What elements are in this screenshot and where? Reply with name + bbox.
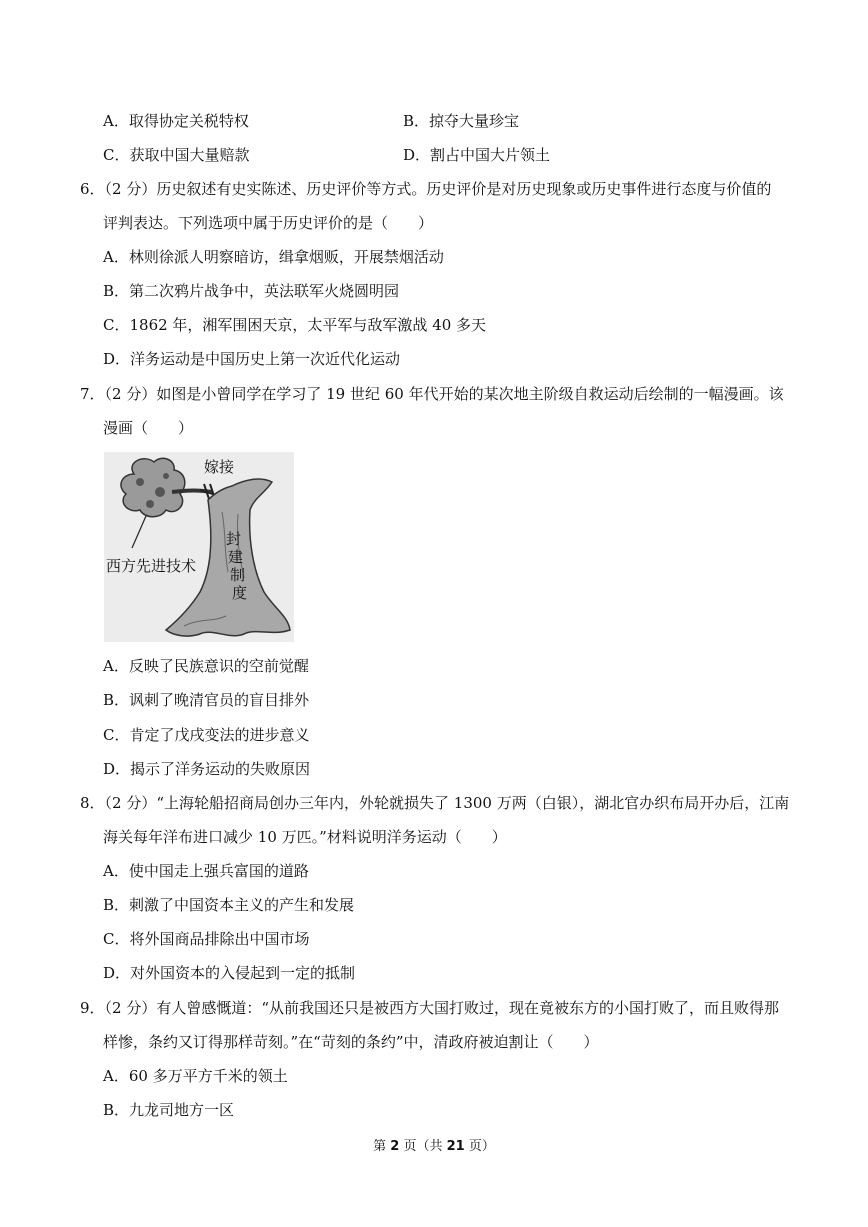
label-trunk-char-2: 建 (228, 548, 244, 566)
q6-option-c: C．1862 年，湘军围困天京，太平军与敌军激战 40 多天 (103, 316, 487, 334)
q9-stem-line2: 样惨，条约又订得那样苛刻。”在“苛刻的条约”中，清政府被迫割让（ ） (103, 1033, 599, 1051)
q6-option-a: A．林则徐派人明察暗访，缉拿烟贩，开展禁烟活动 (103, 248, 444, 266)
label-western-technology: 西方先进技术 (106, 557, 197, 575)
label-trunk-char-4: 度 (232, 584, 248, 602)
q8-option-d: D．对外国资本的入侵起到一定的抵制 (103, 964, 356, 982)
cartoon-figure (104, 452, 294, 642)
q9-option-a: A．60 多万平方千米的领土 (103, 1067, 288, 1085)
label-trunk-char-3: 制 (230, 566, 246, 584)
q6-option-d: D．洋务运动是中国历史上第一次近代化运动 (103, 350, 401, 368)
q8-option-a: A．使中国走上强兵富国的道路 (103, 862, 309, 880)
q7-option-c: C．肯定了戊戌变法的进步意义 (103, 726, 310, 744)
q7-option-d: D．揭示了洋务运动的失败原因 (103, 760, 311, 778)
page-footer (0, 1138, 868, 1156)
footer-suffix: 页） (464, 1139, 495, 1154)
q5-option-c: C．获取中国大量赔款 (103, 146, 250, 164)
q5-option-d: D．割占中国大片领土 (403, 146, 551, 164)
q5-option-b: B．掠夺大量珍宝 (403, 112, 520, 130)
q7-option-a: A．反映了民族意识的空前觉醒 (103, 657, 309, 675)
q5-option-a: A．取得协定关税特权 (103, 112, 249, 130)
q9-option-b: B．九龙司地方一区 (103, 1101, 235, 1119)
q8-stem-line2: 海关每年洋布进口减少 10 万匹。”材料说明洋务运动（ ） (103, 828, 507, 846)
q8-stem-line1: 8．（2 分）“上海轮船招商局创办三年内，外轮就损失了 1300 万两（白银），湖北官办织布局开办后，江南 (80, 794, 790, 812)
q7-stem-line2: 漫画（ ） (103, 419, 194, 437)
label-trunk-char-1: 封 (226, 530, 242, 548)
label-graft: 嫁接 (204, 458, 235, 476)
q7-option-b: B．讽刺了晚清官员的盲目排外 (103, 691, 310, 709)
q6-stem-line1: 6．（2 分）历史叙述有史实陈述、历史评价等方式。历史评价是对历史现象或历史事件进行态度与价值的 (80, 180, 772, 198)
footer-prefix: 第 (373, 1139, 391, 1154)
q7-stem-line1: 7．（2 分）如图是小曾同学在学习了 19 世纪 60 年代开始的某次地主阶级自救运动后绘制的一幅漫画。该 (80, 385, 784, 403)
q8-option-b: B．刺激了中国资本主义的产生和发展 (103, 896, 355, 914)
footer-total-pages: 21 (446, 1139, 465, 1154)
q6-stem-line2: 评判表达。下列选项中属于历史评价的是（ ） (103, 214, 434, 232)
footer-middle: 页（共 (399, 1139, 447, 1154)
q6-option-b: B．第二次鸦片战争中，英法联军火烧圆明园 (103, 282, 400, 300)
footer-page-number: 2 (390, 1139, 400, 1154)
q9-stem-line1: 9．（2 分）有人曾感慨道：“从前我国还只是被西方大国打败过，现在竟被东方的小国打败了，而且败得那 (80, 999, 780, 1017)
q8-option-c: C．将外国商品排除出中国市场 (103, 930, 310, 948)
